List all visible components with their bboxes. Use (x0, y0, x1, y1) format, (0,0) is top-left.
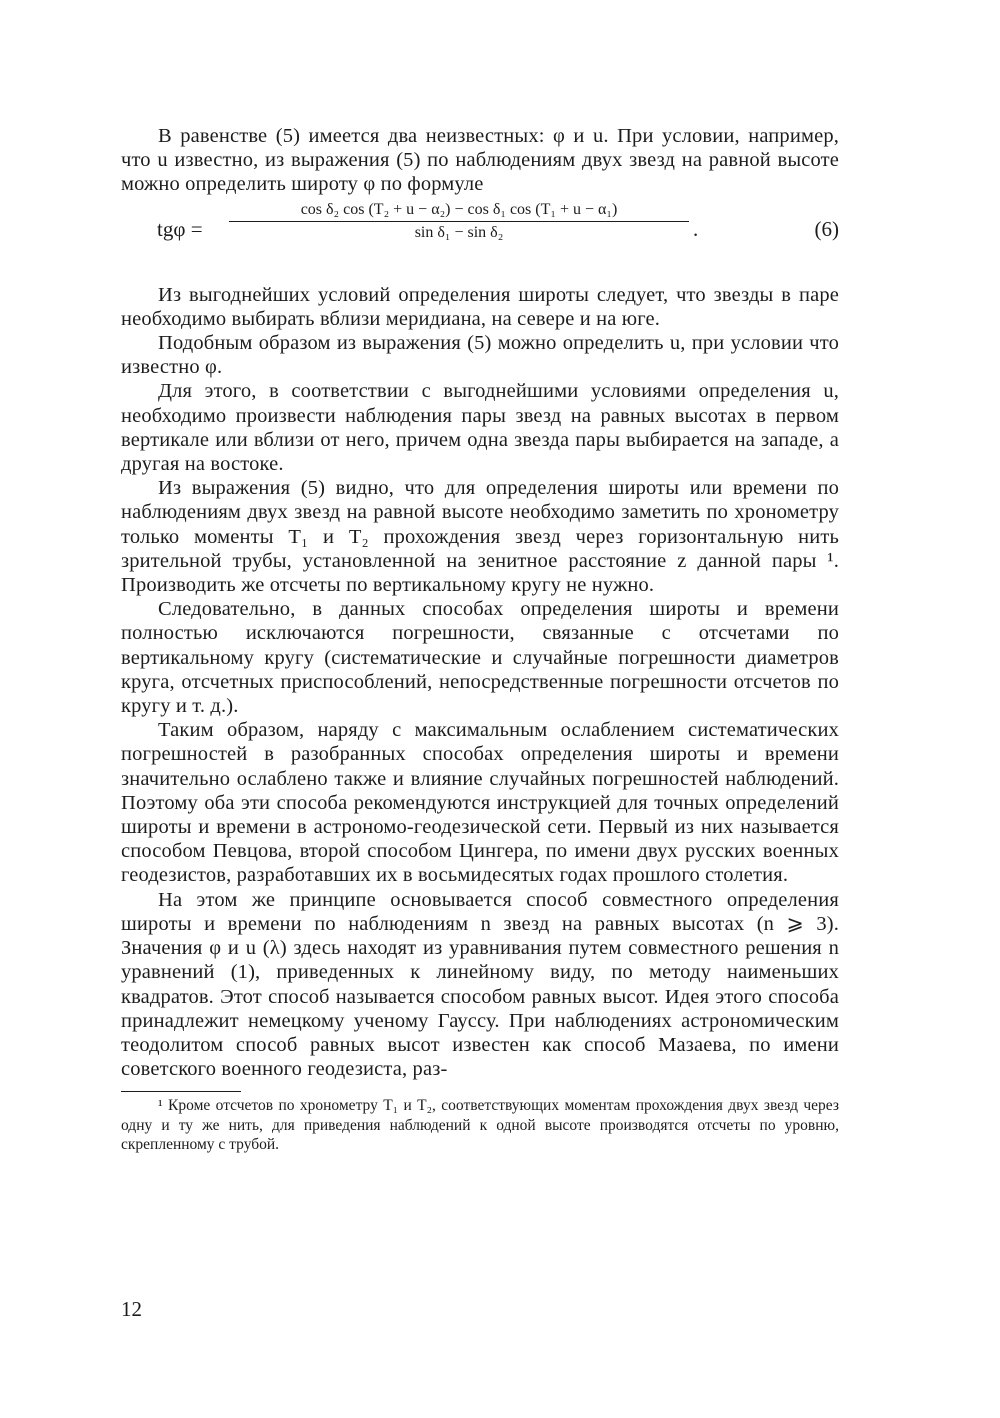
paragraph: Следовательно, в данных способах определения широты и времени полностью исключаются погрешности, связанные с отсчетами по вертикальному кругу (систематические и случайные погрешности диаметров круга, отсчетных приспособлений, непосредственные погрешности отсчетов по кругу и т. д.). (121, 598, 839, 718)
footnote-divider (121, 1091, 241, 1092)
paragraph: Из выгоднейших условий определения широты следует, что звезды в паре необходимо выбирать вблизи меридиана, на севере и на юге. (121, 283, 839, 330)
paragraph: На этом же принципе основывается способ совместного определения широты и времени по наблюдениям n звезд на равных высотах (n ⩾ 3). Значения φ и u (λ) здесь находят из уравнивания путем совместного решения n уравнений (1), приведенных к линейному виду, по методу наименьших квадратов. Этот способ называется способом равных высот. Идея этого способа принадлежит немецкому ученому Гауссу. При наблюдениях астрономическим теодолитом способ равных высот известен как способ Мазаева, по имени советского военного геодезиста, раз- (121, 888, 839, 1081)
formula-period: . (693, 216, 699, 241)
formula-numerator: cos δ₂ cos (T₂ + u − α₂) − cos δ₁ cos (T₁ + u − α₁) (300, 200, 618, 218)
formula-fraction (229, 201, 689, 242)
equation-number: (6) (814, 216, 839, 241)
page-number: 12 (121, 1297, 142, 1321)
paragraph: Подобным образом из выражения (5) можно определить u, при условии что известно φ. (121, 332, 839, 379)
page-body (121, 124, 839, 1155)
paragraph-intro: В равенстве (5) имеется два неизвестных: φ и u. При условии, например, что u известно, из выражения (5) по наблюдениям двух звезд на равной высоте можно определить широту φ по формуле (121, 125, 839, 196)
paragraph: Из выражения (5) видно, что для определения широты или времени по наблюдениям двух звезд на равной высоте необходимо заметить по хронометру только моменты T₁ и T₂ прохождения звезд через горизонтальную нить зрительной трубы, установленной на зенитное расстояние z данной пары ¹. Производить же отсчеты по вертикальному кругу не нужно. (121, 477, 839, 597)
formula-denominator: sin δ₁ − sin δ₂ (414, 223, 504, 241)
paragraph: Таким образом, наряду с максимальным ослаблением систематических погрешностей в разобранных способах определения широты и времени значительно ослаблено также и влияние случайных погрешностей наблюдений. Поэтому оба эти способа рекомендуются инструкцией для точных определений широты и времени в астрономо-геодезической сети. Первый из них называется способом Певцова, второй способом Цингера, по имени двух русских военных геодезистов, разработавших их в восьмидесятых годах прошлого столетия. (121, 719, 839, 887)
footnote: ¹ Кроме отсчетов по хронометру T₁ и T₂, соответствующих моментам прохождения двух звезд через одну и ту же нить, для приведения наблюдений к одной высоте производятся отсчеты по уровню, скрепленному с трубой. (121, 1097, 839, 1154)
formula-6 (121, 201, 839, 261)
paragraph: Для этого, в соответствии с выгоднейшими условиями определения u, необходимо произвести наблюдения пары звезд на равных высотах в первом вертикале или вблизи от него, причем одна звезда пары выбирается на западе, а другая на востоке. (121, 380, 839, 476)
formula-lhs: tgφ = (157, 216, 203, 241)
